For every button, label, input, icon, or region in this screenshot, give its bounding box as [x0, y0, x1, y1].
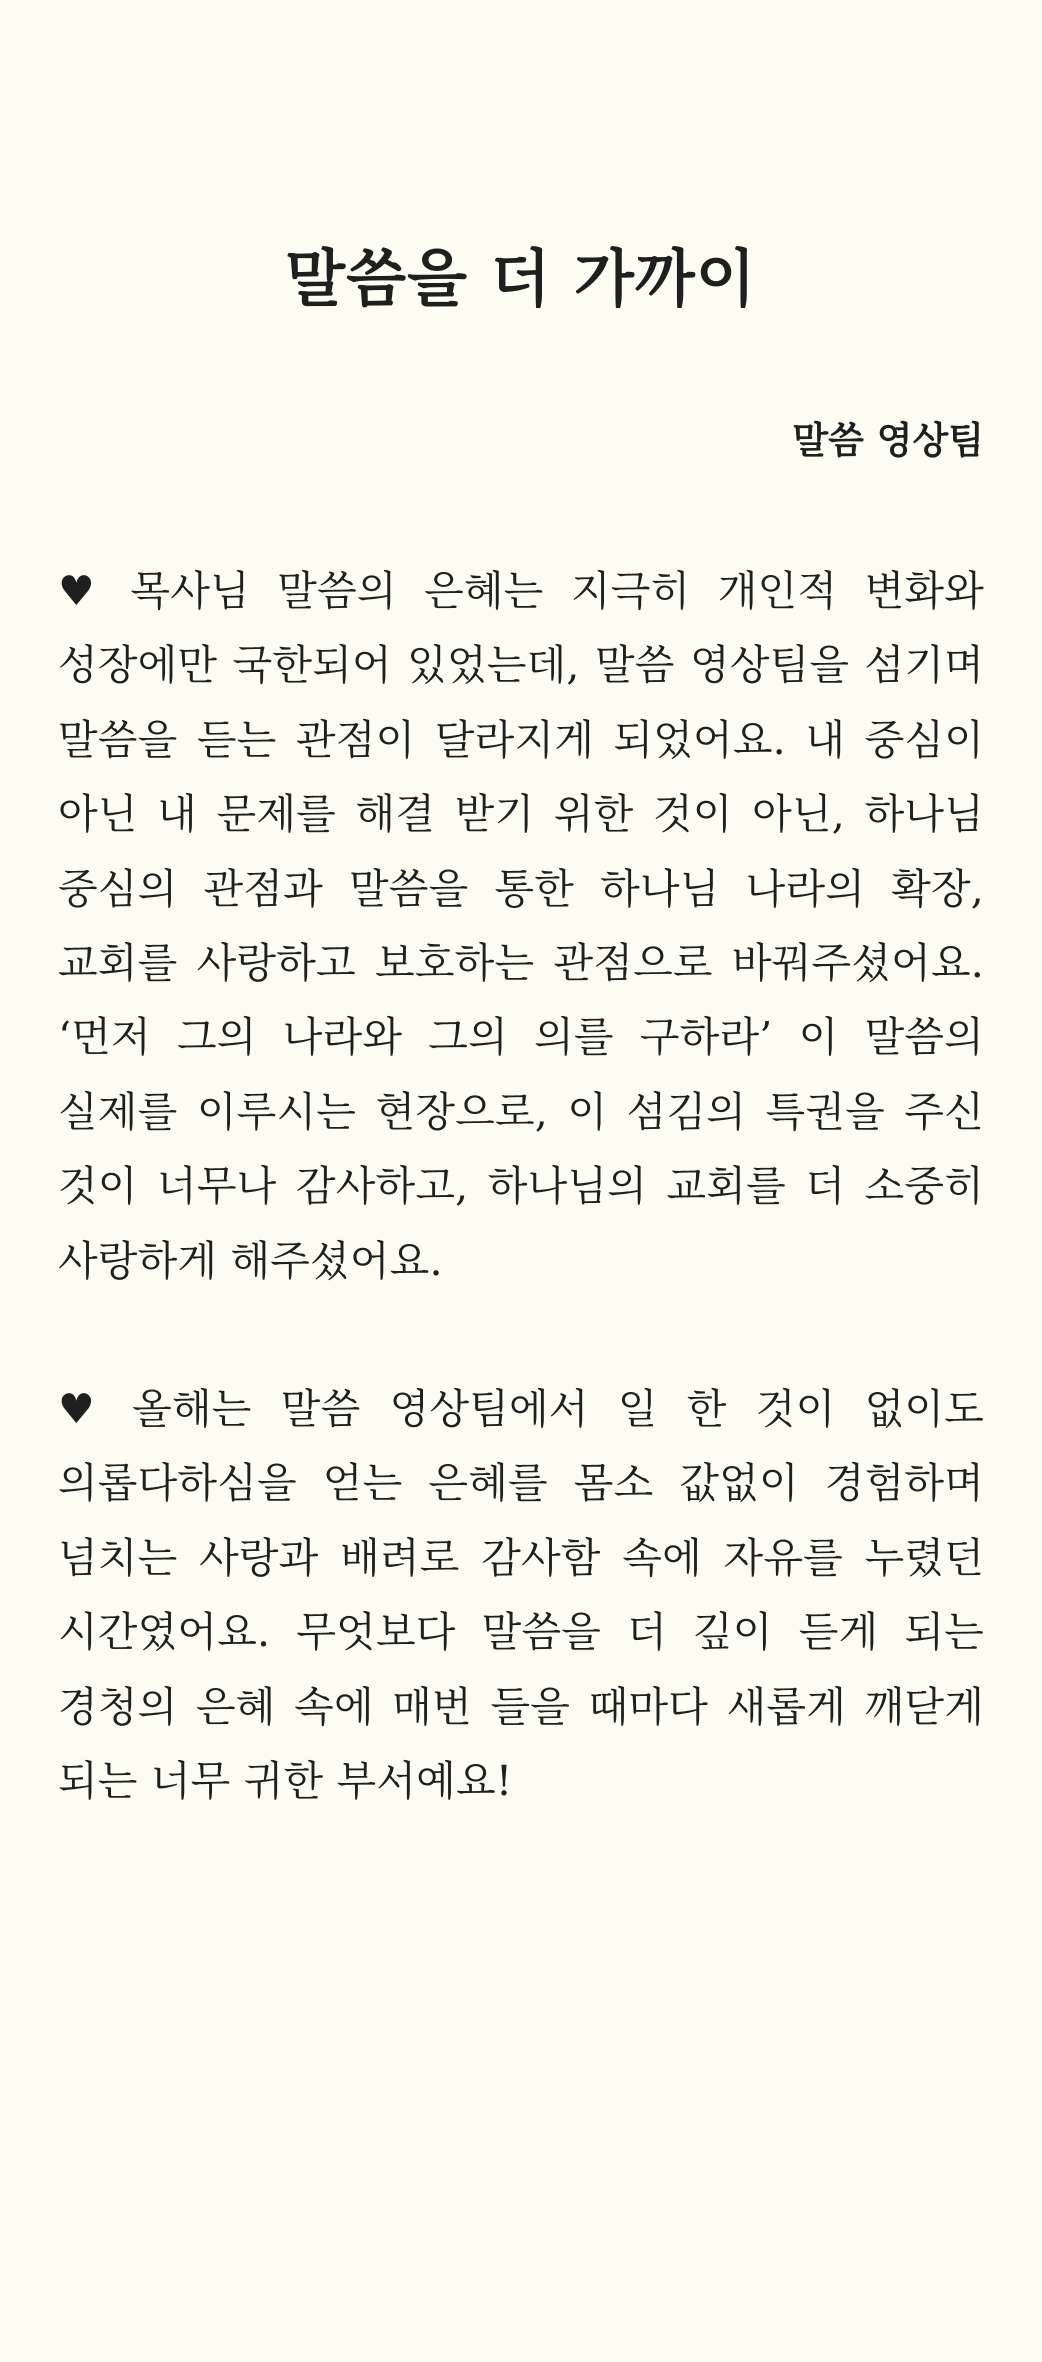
page-title: 말씀을 더 가까이: [285, 242, 757, 315]
testimony-paragraph: [58, 554, 984, 1298]
testimony-text: 목사님 말씀의 은혜는 지극히 개인적 변화와 성장에만 국한되어 있었는데, 말씀 영상팀을 섬기며 말씀을 듣는 관점이 달라지게 되었어요. 내 중심이 아닌 내 문제를 해결 받기 위한 것이 아닌, 하나님 중심의 관점과 말씀을 통한 하나님 나라의 확장, 교회를 사랑하고 보호하는 관점으로 바꿔주셨어요. ‘먼저 그의 나라와 그의 의를 구하라’ 이 말씀의 실제를 이루시는 현장으로, 이 섬김의 특권을 주신 것이 너무나 감사하고, 하나님의 교회를 더 소중히 사랑하게 해주셨어요.: [58, 567, 984, 1285]
heart-icon: ♥: [58, 567, 95, 615]
testimony-paragraph: [58, 1372, 984, 1818]
team-name: 말씀 영상팀: [792, 419, 984, 462]
heart-icon: ♥: [58, 1385, 95, 1434]
testimony-text: 올해는 말씀 영상팀에서 일 한 것이 없이도 의롭다하심을 얻는 은혜를 몸소 값없이 경험하며 넘치는 사랑과 배려로 감사함 속에 자유를 누렸던 시간였어요. 무엇보다 말씀을 더 깊이 듣게 되는 경청의 은혜 속에 매번 들을 때마다 새롭게 깨닫게 되는 너무 귀한 부서예요!: [58, 1385, 985, 1806]
